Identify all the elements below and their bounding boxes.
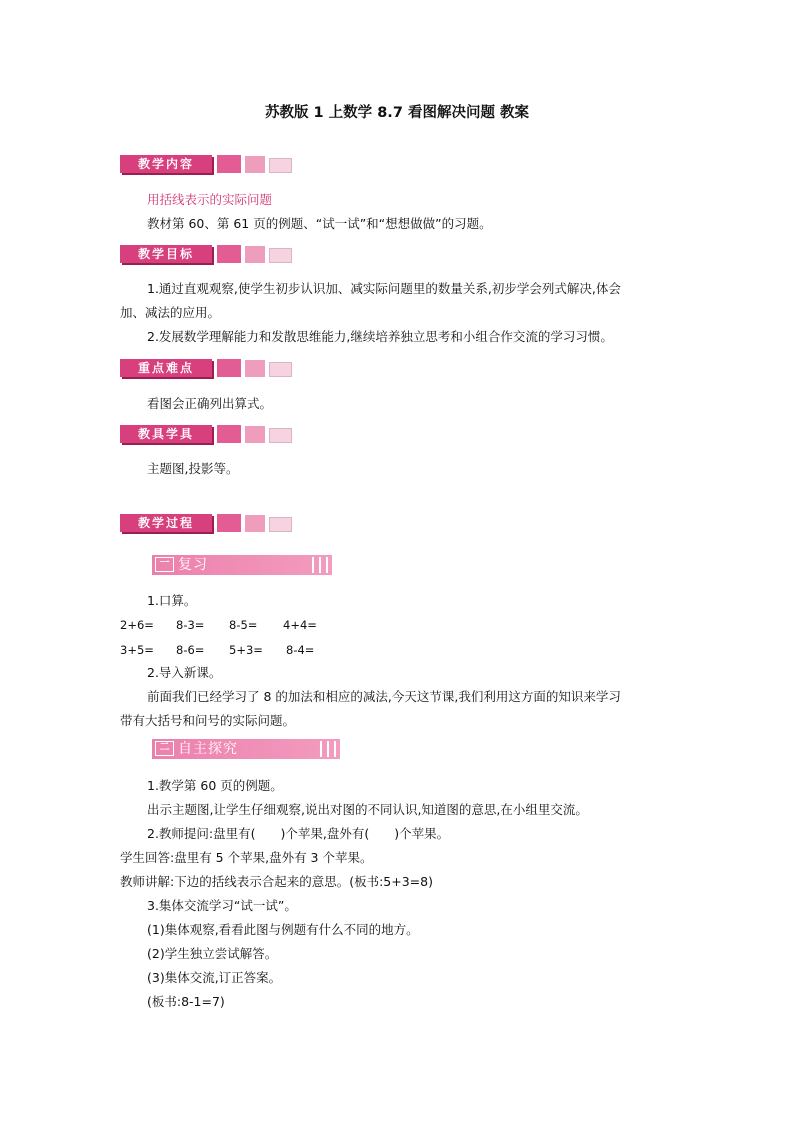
goal-1-line-1: 1.通过直观观察,使学生初步认识加、减实际问题里的数量关系,初步学会列式解决,体会 <box>147 281 621 296</box>
explore-line-10: (板书:8-1=7) <box>147 994 225 1009</box>
decor-block <box>245 246 265 263</box>
explore-line-3: 2.教师提问:盘里有( )个苹果,盘外有( )个苹果。 <box>147 826 450 841</box>
section-label: 教具学具 <box>120 425 212 443</box>
math-item: 8-4= <box>286 643 315 657</box>
math-item: 3+5= <box>120 643 154 657</box>
review-intro: 2.导入新课。 <box>147 665 222 680</box>
banner-text: 复习 <box>178 557 208 573</box>
math-item: 5+3= <box>229 643 263 657</box>
content-text: 教材第 60、第 61 页的例题、“试一试”和“想想做做”的习题。 <box>147 216 492 231</box>
banner-stripe <box>326 557 328 573</box>
decor-block <box>269 362 292 377</box>
decor-block <box>217 514 241 532</box>
decor-block <box>217 155 241 173</box>
decor-block <box>245 360 265 377</box>
decor-block <box>245 156 265 173</box>
banner-text: 自主探究 <box>178 741 238 757</box>
explore-line-4: 学生回答:盘里有 5 个苹果,盘外有 3 个苹果。 <box>120 850 373 865</box>
banner-stripe <box>334 741 336 757</box>
review-paragraph-line-1: 前面我们已经学习了 8 的加法和相应的减法,今天这节课,我们利用这方面的知识来学习 <box>147 689 621 704</box>
banner-number: 一 <box>155 557 174 572</box>
review-paragraph-line-2: 带有大括号和问号的实际问题。 <box>120 713 296 728</box>
section-label: 教学过程 <box>120 514 212 532</box>
math-item: 8-5= <box>229 618 258 632</box>
decor-block <box>269 248 292 263</box>
section-label: 重点难点 <box>120 359 212 377</box>
banner-number: 二 <box>155 741 174 756</box>
banner-stripe <box>327 741 329 757</box>
decor-block <box>217 425 241 443</box>
decor-block <box>217 359 241 377</box>
page-title: 苏教版 1 上数学 8.7 看图解决问题 教案 <box>264 105 529 121</box>
banner-stripe <box>320 741 322 757</box>
decor-block <box>245 426 265 443</box>
math-item: 8-3= <box>176 618 205 632</box>
section-label: 教学目标 <box>120 245 212 263</box>
decor-block <box>269 158 292 173</box>
decor-block <box>217 245 241 263</box>
explore-line-5: 教师讲解:下边的括线表示合起来的意思。(板书:5+3=8) <box>120 874 433 889</box>
explore-line-7: (1)集体观察,看看此图与例题有什么不同的地方。 <box>147 922 419 937</box>
decor-block <box>269 428 292 443</box>
goal-1-line-2: 加、减法的应用。 <box>120 305 221 320</box>
section-label: 教学内容 <box>120 155 212 173</box>
tools-text: 主题图,投影等。 <box>147 461 239 476</box>
math-item: 2+6= <box>120 618 154 632</box>
goal-2: 2.发展数学理解能力和发散思维能力,继续培养独立思考和小组合作交流的学习习惯。 <box>147 329 613 344</box>
explore-line-9: (3)集体交流,订正答案。 <box>147 970 282 985</box>
banner-review <box>152 555 332 575</box>
key-text: 看图会正确列出算式。 <box>147 396 273 411</box>
decor-block <box>245 515 265 532</box>
explore-line-1: 1.教学第 60 页的例题。 <box>147 778 283 793</box>
banner-stripe <box>319 557 321 573</box>
explore-line-2: 出示主题图,让学生仔细观察,说出对图的不同认识,知道图的意思,在小组里交流。 <box>147 802 588 817</box>
review-oral: 1.口算。 <box>147 593 197 608</box>
content-subtitle: 用括线表示的实际问题 <box>147 192 273 207</box>
banner-explore <box>152 739 340 759</box>
explore-line-6: 3.集体交流学习“试一试”。 <box>147 898 297 913</box>
decor-block <box>269 517 292 532</box>
math-item: 8-6= <box>176 643 205 657</box>
math-item: 4+4= <box>283 618 317 632</box>
banner-stripe <box>312 557 314 573</box>
explore-line-8: (2)学生独立尝试解答。 <box>147 946 278 961</box>
